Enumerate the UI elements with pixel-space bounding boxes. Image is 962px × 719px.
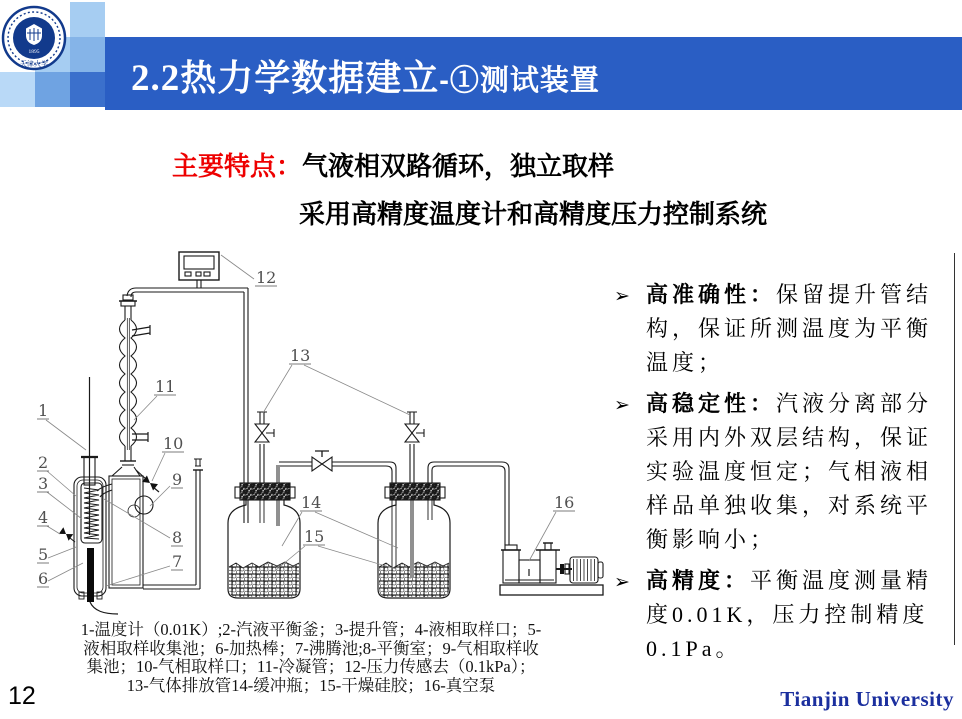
bullet-text xyxy=(646,278,944,380)
caption-line: 1-温度计（0.01K）;2-汽液平衡釜；3-提升管；4-液相取样口；5- xyxy=(80,620,542,639)
logo-year: 1895 xyxy=(28,49,40,55)
heater-rod xyxy=(87,548,94,602)
diagram-label: 15 xyxy=(304,527,325,546)
page-title xyxy=(131,50,600,101)
title-suffix: -①测试装置 xyxy=(439,65,600,97)
diagram-label: 7 xyxy=(172,552,183,571)
gas-pipes xyxy=(127,288,248,523)
bullet-body: 平衡温度测量精度0.01K，压力控制精度0.1Pa。 xyxy=(646,568,933,661)
cork-stopper xyxy=(240,483,290,500)
caption-line: 集池；10-气相取样口；11-冷凝管；12-压力传感去（0.1kPa）； xyxy=(86,657,536,677)
diagram-label: 5 xyxy=(38,545,49,564)
logo-script: 天津大学 xyxy=(20,60,48,68)
leader-lines xyxy=(46,255,556,586)
pump-pipe xyxy=(428,462,509,545)
diagram-label: 16 xyxy=(554,493,575,512)
diagram-label: 9 xyxy=(172,470,183,489)
deco-square xyxy=(70,37,105,72)
diagram-labels xyxy=(38,268,574,588)
university-logo xyxy=(0,2,70,72)
bullet-body: 保留提升管结构，保证所测温度为平衡温度； xyxy=(646,282,933,375)
bullet-term: 高稳定性： xyxy=(646,391,777,416)
deco-square xyxy=(70,72,105,107)
highlight-label: 主要特点： xyxy=(172,151,303,181)
highlight-line-1 xyxy=(172,146,614,183)
diagram-label: 12 xyxy=(256,268,277,287)
vacuum-pump xyxy=(500,543,603,595)
deco-square xyxy=(0,72,35,107)
buffer-bottle xyxy=(228,465,300,598)
diagram-label: 3 xyxy=(38,474,49,493)
university-brand: Tianjin University xyxy=(780,687,954,711)
caption-line: 液相取样收集池；6-加热棒；7-沸腾池;8-平衡室；9-气相取样收 xyxy=(83,638,539,658)
arrow-bullet-icon: ➢ xyxy=(614,285,630,307)
title-bar xyxy=(105,37,962,110)
condenser xyxy=(119,295,150,465)
bullet-term: 高准确性： xyxy=(646,282,777,307)
bullet-panel xyxy=(614,278,944,673)
release-valves xyxy=(255,412,424,483)
caption-line: 13-气体排放管14-缓冲瓶；15-干燥硅胶；16-真空泵 xyxy=(126,675,496,695)
right-edge-rule xyxy=(954,253,955,645)
bullet-item xyxy=(614,387,944,557)
highlight-text-1: 气液相双路循环，独立取样 xyxy=(302,151,615,181)
bullet-text xyxy=(646,564,944,666)
diagram-label: 14 xyxy=(301,493,322,512)
title-number: 2.2 xyxy=(131,58,181,99)
bullet-body: 汽液分离部分采用内外双层结构，保证实验温度恒定；气相液相样品单独收集，对系统平衡影响小； xyxy=(646,391,933,552)
deco-square xyxy=(70,2,105,37)
diagram-label: 13 xyxy=(290,346,311,365)
diagram-label: 10 xyxy=(163,434,184,453)
bullet-item xyxy=(614,278,944,380)
title-main: 热力学数据建立 xyxy=(180,57,440,98)
bullet-text xyxy=(646,387,944,557)
arrow-bullet-icon: ➢ xyxy=(614,394,630,416)
diagram-caption xyxy=(60,621,562,695)
diagram-label: 2 xyxy=(38,453,49,472)
diagram-label: 4 xyxy=(38,508,49,527)
bullet-term: 高精度： xyxy=(646,568,751,593)
apparatus-diagram xyxy=(30,240,630,630)
page-number: 12 xyxy=(8,682,36,710)
silica-bottle xyxy=(378,483,450,598)
bullet-item xyxy=(614,564,944,666)
highlight-text-2: 采用高精度温度计和高精度压力控制系统 xyxy=(299,199,768,229)
arrow-bullet-icon: ➢ xyxy=(614,571,630,593)
cork-stopper xyxy=(390,483,440,500)
diagram-label: 1 xyxy=(38,401,49,420)
diagram-label: 6 xyxy=(38,569,49,588)
deco-square xyxy=(35,72,70,107)
diagram-label: 8 xyxy=(172,528,183,547)
pressure-display xyxy=(179,252,219,288)
diagram-label: 11 xyxy=(155,377,176,396)
